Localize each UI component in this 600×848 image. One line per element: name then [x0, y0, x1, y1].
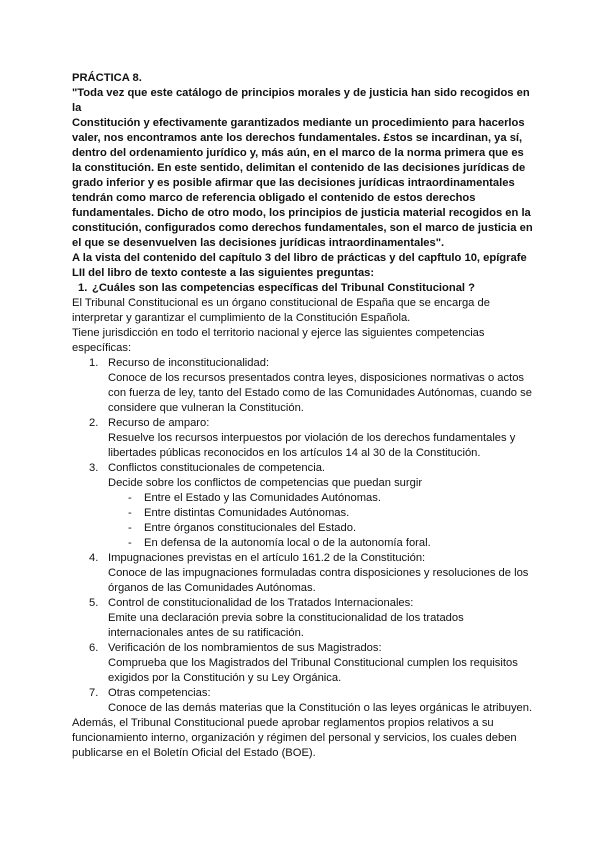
intro-paragraph-1: El Tribunal Constitucional es un órgano constitucional de España que se encarga de interpretar y garantizar el cumplimiento de la Constitución Española.	[72, 297, 490, 324]
item-title: Verificación de los nombramientos de sus Magistrados:	[108, 642, 382, 654]
list-item	[72, 551, 534, 596]
item-description: Emite una declaración previa sobre la constitucionalidad de los tratados internacionales antes de su ratificación.	[108, 612, 464, 639]
item-number: 4.	[89, 552, 99, 564]
item-description: Decide sobre los conflictos de competencias que puedan surgir	[108, 477, 423, 489]
item-description: Resuelve los recursos interpuestos por violación de los derechos fundamentales y libertades públicas reconocidos en los artículos 14 al 30 de la Constitución.	[108, 432, 516, 459]
sublist-item-text: Entre órganos constitucionales del Estado.	[144, 522, 357, 534]
item-title: Otras competencias:	[108, 687, 211, 699]
sublist-item	[108, 491, 534, 506]
item-description: Conoce de las demás materias que la Constitución o las leyes orgánicas le atribuyen.	[108, 702, 533, 714]
closing-paragraph: Además, el Tribunal Constitucional puede aprobar reglamentos propios relativos a su funcionamiento interno, organización y régimen del personal y servicios, los cuales deben publicarse en el Boletín Oficial del Estado (BOE).	[72, 717, 517, 759]
quote-first-line: "Toda vez que este catálogo de principios morales y de justicia han sido recogidos en la	[72, 87, 530, 114]
competencias-list	[72, 356, 534, 716]
instructions: A la vista del contenido del capítulo 3 del libro de prácticas y del capftulo 10, epígrafe LII del libro de texto conteste a las siguientes preguntas:	[72, 252, 527, 279]
item-title: Impugnaciones previstas en el artículo 161.2 de la Constitución:	[108, 552, 426, 564]
question-text: ¿Cuáles son las competencias específicas del Tribunal Constitucional ?	[92, 282, 475, 294]
practice-heading: PRÁCTICA 8.	[72, 72, 142, 84]
list-item	[72, 641, 534, 686]
item-number: 3.	[89, 462, 99, 474]
sublist-item-text: Entre distintas Comunidades Autónomas.	[144, 507, 350, 519]
item-number: 6.	[89, 642, 99, 654]
list-item	[72, 596, 534, 641]
question-1	[72, 281, 534, 296]
intro-paragraph-2: Tiene jurisdicción en todo el territorio nacional y ejerce las siguientes competencias específicas:	[72, 327, 485, 354]
item-title: Recurso de inconstitucionalidad:	[108, 357, 270, 369]
conflict-sublist	[108, 491, 534, 551]
list-item	[72, 356, 534, 416]
item-number: 2.	[89, 417, 99, 429]
item-title: Recurso de amparo:	[108, 417, 210, 429]
dash-bullet: -	[128, 537, 132, 549]
item-title: Control de constitucionalidad de los Tratados Internacionales:	[108, 597, 414, 609]
item-title: Conflictos constitucionales de competencia.	[108, 462, 326, 474]
sublist-item	[108, 506, 534, 521]
sublist-item-text: Entre el Estado y las Comunidades Autónomas.	[144, 492, 381, 504]
sublist-item	[108, 521, 534, 536]
list-item	[72, 416, 534, 461]
item-description: Comprueba que los Magistrados del Tribunal Constitucional cumplen los requisitos exigidos por la Constitución y su Ley Orgánica.	[108, 657, 518, 684]
dash-bullet: -	[128, 522, 132, 534]
document-page	[72, 71, 534, 761]
item-description: Conoce de los recursos presentados contra leyes, disposiciones normativas o actos con fuerza de ley, tanto del Estado como de las Comunidades Autónomas, cuando se considere que vulneran la Constitución.	[108, 372, 532, 414]
sublist-item-text: En defensa de la autonomía local o de la autonomía foral.	[144, 537, 431, 549]
item-number: 7.	[89, 687, 99, 699]
list-item	[72, 686, 534, 716]
question-number: 1.	[78, 282, 88, 294]
dash-bullet: -	[128, 492, 132, 504]
item-description: Conoce de las impugnaciones formuladas contra disposiciones y resoluciones de los órganos de las Comunidades Autónomas.	[108, 567, 529, 594]
sublist-item	[108, 536, 534, 551]
item-number: 1.	[89, 357, 99, 369]
dash-bullet: -	[128, 507, 132, 519]
quote-body: Constitución y efectivamente garantizados mediante un procedimiento para hacerlos valer, nos encontramos ante los derechos fundamentales. £stos se incardinan, ya sí, dentro del ordenamiento jurídico y, más aún, en el marco de la norma primera que es la constitución. En este sentido, delimitan el contenido de las decisiones jurídicas de grado inferior y es posible afirmar que las decisiones jurídicas intraordinamentales tendrán como marco de referencia obligado el contenido de estos derechos fundamentales. Dicho de otro modo, los principios de justicia material recogidos en la constitución, configurados como derechos fundamentales, son el marco de justicia en el que se desenvuelven las decisiones jurídicas intraordinamentales".	[72, 117, 533, 249]
item-number: 5.	[89, 597, 99, 609]
list-item	[72, 461, 534, 551]
